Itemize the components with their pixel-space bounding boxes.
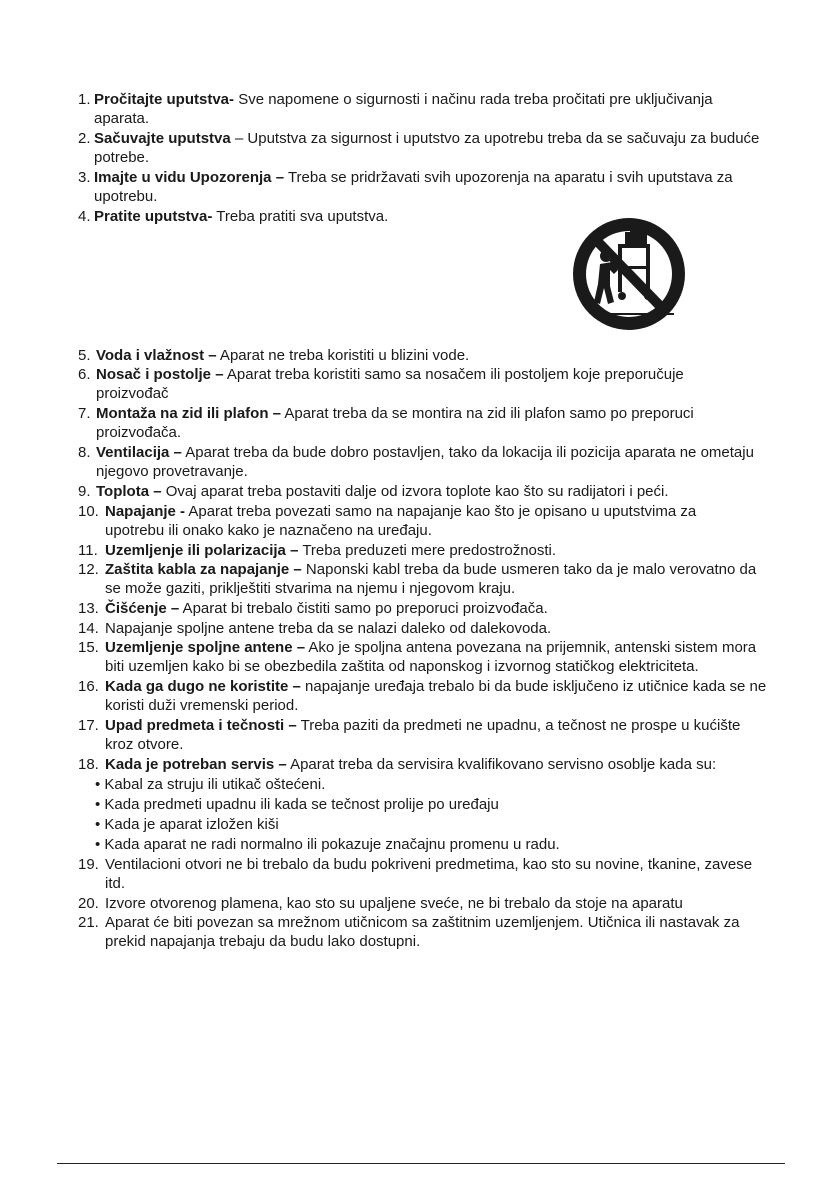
list-item: 15. Uzemljenje spoljne antene – Ako je spoljna antena povezana na prijemnik, antenski sistem mora biti uzemljen kako bi se obezbedila zaštita od naponskog i izvornog statičkog elektriciteta.: [78, 639, 757, 676]
list-item: 20. Izvore otvorenog plamena, kao sto su upaljene sveće, ne bi trebalo da stoje na aparatu: [78, 895, 683, 912]
list-item: 11. Uzemljenje ili polarizacija – Treba preduzeti mere predostrožnosti.: [78, 542, 557, 559]
list-item: 9. Toplota – Ovaj aparat treba postaviti dalje od izvora toplote kao što su radijatori i peći.: [78, 483, 669, 500]
list-item: 12. Zaštita kabla za napajanje – Naponski kabl treba da bude usmeren tako da je malo verovatno da se može gaziti, priklještiti stvarima na njemu i njegovom kraju.: [78, 561, 757, 598]
list-item: 14. Napajanje spoljne antene treba da se nalazi daleko od dalekovoda.: [78, 620, 552, 637]
list-item: 3. Imajte u vidu Upozorenja – Treba se pridržavati svih upozorenja na aparatu i svih uputstava za upotrebu.: [78, 169, 733, 206]
cart-tip-over-warning-icon: [570, 216, 688, 334]
list-item: • Kada aparat ne radi normalno ili pokazuje značajnu promenu u radu.: [95, 836, 560, 853]
list-item: 10. Napajanje - Aparat treba povezati samo na napajanje kao što je opisano u uputstvima za upotrebu ili onako kako je naznačeno na uređaju.: [78, 503, 697, 540]
list-item: 1. Pročitajte uputstva- Sve napomene o sigurnosti i načinu rada treba pročitati pre uključivanja aparata.: [78, 91, 713, 128]
list-item: • Kabal za struju ili utikač oštećeni.: [95, 776, 326, 793]
footer-divider: [57, 1163, 785, 1164]
list-item: 16. Kada ga dugo ne koristite – napajanje uređaja trebalo bi da bude isključeno iz utičnice kada se ne koristi duži vremenski period.: [78, 678, 767, 715]
list-item: 17. Upad predmeta i tečnosti – Treba paziti da predmeti ne upadnu, a tečnost ne prospe u kućište kroz otvore.: [78, 717, 741, 754]
list-item: 6. Nosač i postolje – Aparat treba koristiti samo sa nosačem ili postoljem koje preporučuje proizvođač: [78, 366, 684, 403]
list-item: 8. Ventilacija – Aparat treba da bude dobro postavljen, tako da lokacija ili pozicija aparata ne ometaju njegovo provetravanje.: [78, 444, 754, 481]
list-item: 19. Ventilacioni otvori ne bi trebalo da budu pokriveni predmetima, kao sto su novine, tkanine, zavese itd.: [78, 856, 753, 893]
list-item: 5. Voda i vlažnost – Aparat ne treba koristiti u blizini vode.: [78, 347, 470, 364]
list-item: 21. Aparat će biti povezan sa mrežnom utičnicom sa zaštitnim uzemljenjem. Utičnica ili nastavak za prekid napajanja trebaju da budu lako dostupni.: [78, 914, 740, 951]
list-item: • Kada je aparat izložen kiši: [95, 816, 279, 833]
list-item: 13. Čišćenje – Aparat bi trebalo čistiti samo po preporuci proizvođača.: [78, 600, 548, 617]
list-item: • Kada predmeti upadnu ili kada se tečnost prolije po uređaju: [95, 796, 499, 813]
list-item: 4. Pratite uputstva- Treba pratiti sva uputstva.: [78, 208, 389, 225]
list-item: 7. Montaža na zid ili plafon – Aparat treba da se montira na zid ili plafon samo po preporuci proizvođača.: [78, 405, 694, 442]
list-item: 2. Sačuvajte uputstva – Uputstva za sigurnost i uputstvo za upotrebu treba da se sačuvaju za buduće potrebe.: [78, 130, 760, 167]
list-item: 18. Kada je potreban servis – Aparat treba da servisira kvalifikovano servisno osoblje kada su:: [78, 756, 717, 773]
